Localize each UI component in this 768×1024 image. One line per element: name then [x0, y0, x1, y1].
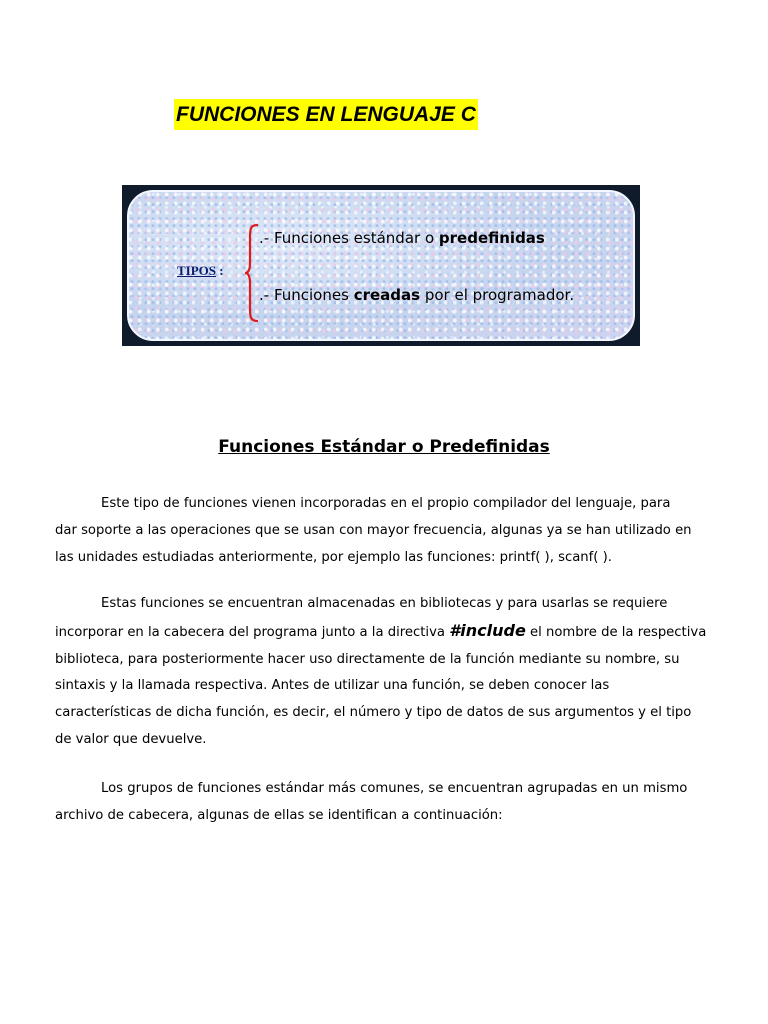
paragraph-2 — [55, 591, 706, 754]
paragraph-3-line-2: archivo de cabecera, algunas de ellas se identifican a continuación: — [55, 807, 503, 823]
paragraph-1-line-3: las unidades estudiadas anteriormente, por ejemplo las funciones: printf( ), scanf( ). — [55, 549, 612, 565]
tipos-label — [177, 263, 224, 279]
tipos-colon: : — [216, 263, 224, 278]
paragraph-1-line-2: dar soporte a las operaciones que se usan con mayor frecuencia, algunas ya se han utilizado en — [55, 522, 692, 538]
paragraph-3-line-1: Los grupos de funciones estándar más comunes, se encuentran agrupadas en un mismo — [101, 781, 688, 796]
type-item-predefined — [259, 229, 545, 247]
paragraph-2-line-5: características de dicha función, es decir, el número y tipo de datos de sus argumentos y el tipo — [55, 705, 692, 721]
page-title: FUNCIONES EN LENGUAJE C — [174, 99, 478, 130]
include-directive: #include — [449, 620, 526, 640]
paragraph-2-line-2 — [55, 618, 706, 647]
paragraph-2-line-3: biblioteca, para posteriormente hacer uso directamente de la función mediante su nombre, su — [55, 651, 680, 667]
section-title: Funciones Estándar o Predefinidas — [218, 437, 550, 457]
paragraph-2-line-2-prefix: incorporar en la cabecera del programa junto a la directiva — [55, 624, 450, 640]
types-box — [122, 185, 640, 346]
types-box-panel — [127, 190, 635, 341]
type-item-user-defined-prefix: .- Funciones — [259, 286, 354, 304]
paragraph-2-line-1: Estas funciones se encuentran almacenadas en bibliotecas y para usarlas se requiere — [101, 596, 668, 611]
paragraph-2-line-4: sintaxis y la llamada respectiva. Antes de utilizar una función, se deben conocer las — [55, 678, 610, 694]
type-item-user-defined — [259, 286, 574, 304]
curly-brace-icon — [244, 223, 260, 323]
type-item-predefined-text: .- Funciones estándar o — [259, 229, 439, 247]
paragraph-1 — [55, 491, 692, 571]
type-item-user-defined-bold: creadas — [353, 286, 421, 304]
paragraph-1-line-1: Este tipo de funciones vienen incorporadas en el propio compilador del lenguaje, para — [101, 496, 671, 511]
type-item-predefined-bold: predefinidas — [438, 229, 545, 247]
paragraph-2-line-2-suffix: el nombre de la respectiva — [525, 624, 707, 640]
tipos-word: TIPOS — [177, 263, 217, 278]
type-item-user-defined-suffix: por el programador. — [420, 286, 575, 304]
paragraph-2-line-6: de valor que devuelve. — [55, 731, 207, 747]
paragraph-3 — [55, 776, 687, 830]
